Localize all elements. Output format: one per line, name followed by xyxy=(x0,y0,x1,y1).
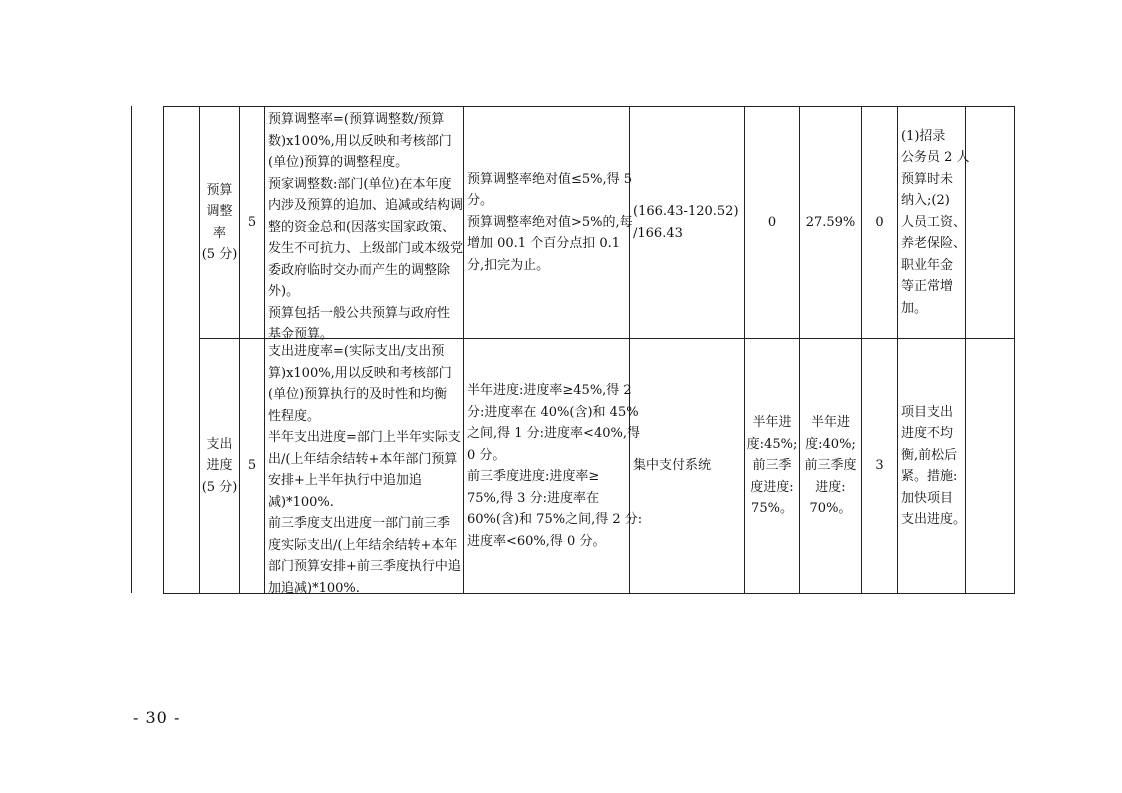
weight-cell: 5 xyxy=(247,214,257,230)
score-cell: 0 xyxy=(875,214,884,230)
table-right-border xyxy=(1014,106,1015,594)
outer-left-border xyxy=(131,106,132,593)
actual-value-cell: 半年进 度:40%; 前三季度 进度: 70%。 xyxy=(804,415,857,517)
remarks-cell: 项目支出 进度不均 衡,前松后 紧。措施: 加快项目 支出进度。 xyxy=(901,404,967,527)
scoring-criteria-cell: 预算调整率绝对值≤5%,得 5 分。 预算调整率绝对值>5%的,每 增加 00.1 个百分点扣 0.1 分,扣完为止。 xyxy=(467,171,633,273)
data-source-cell: (166.43-120.52) /166.43 xyxy=(633,204,739,241)
page-number: - 30 - xyxy=(133,708,181,727)
target-value-cell: 0 xyxy=(767,214,777,230)
col-line xyxy=(163,106,164,594)
score-cell: 3 xyxy=(875,458,884,474)
scoring-criteria-cell: 半年进度:进度率≥45%,得 2 分:进度率在 40%(含)和 45% 之间,得 1 分:进度率<40%,得 0 分。 前三季度进度:进度率≥ 75%,得 3 分:进度率在 60%(含)和 75%之间,得 2 分: 进度率<60%,得 0 分。 xyxy=(467,383,643,549)
definition-cell: 预算调整率=(预算调整数/预算 数)x100%,用以反映和考核部门 (单位)预算的调整程度。 预家调整数:部门(单位)在本年度 内涉及预算的追加、追减或结构调 整的资金总和(因落实国家政策、 发生不可抗力、上级部门或本级党 委政府临时交办而产生的调整除 外)。 预算包括一般公共预算与政府性 基金预算。 xyxy=(268,112,464,342)
indicator-name-cell: 支出 进度 (5 分) xyxy=(201,436,238,495)
data-source-cell: 集中支付系统 xyxy=(633,458,712,474)
target-value-cell: 半年进 度:45%; 前三季 度进度: 75%。 xyxy=(746,415,798,517)
remarks-cell: (1)招录 公务员 2 人 预算时未 纳入;(2) 人员工资、 养老保险、 职业年金 等正常增 加。 xyxy=(901,128,970,316)
definition-cell: 支出进度率=(实际支出/支出预 算)x100%,用以反映和考核部门 (单位)预算执行的及时性和均衡 性程度。 半年支出进度=部门上半年实际支 出/(上年结余结转+本年部门预算 安排+上半年执行中追加追 减)*100%. 前三季度支出进度一部门前三季 度实际支出/(上年结余结转+本年 部门预算安排+前三季度执行中追 加追减)*100%. xyxy=(268,344,461,596)
indicator-name-cell: 预算 调整 率 (5 分) xyxy=(201,182,238,262)
actual-value-cell: 27.59% xyxy=(805,214,856,230)
weight-cell: 5 xyxy=(247,458,257,474)
